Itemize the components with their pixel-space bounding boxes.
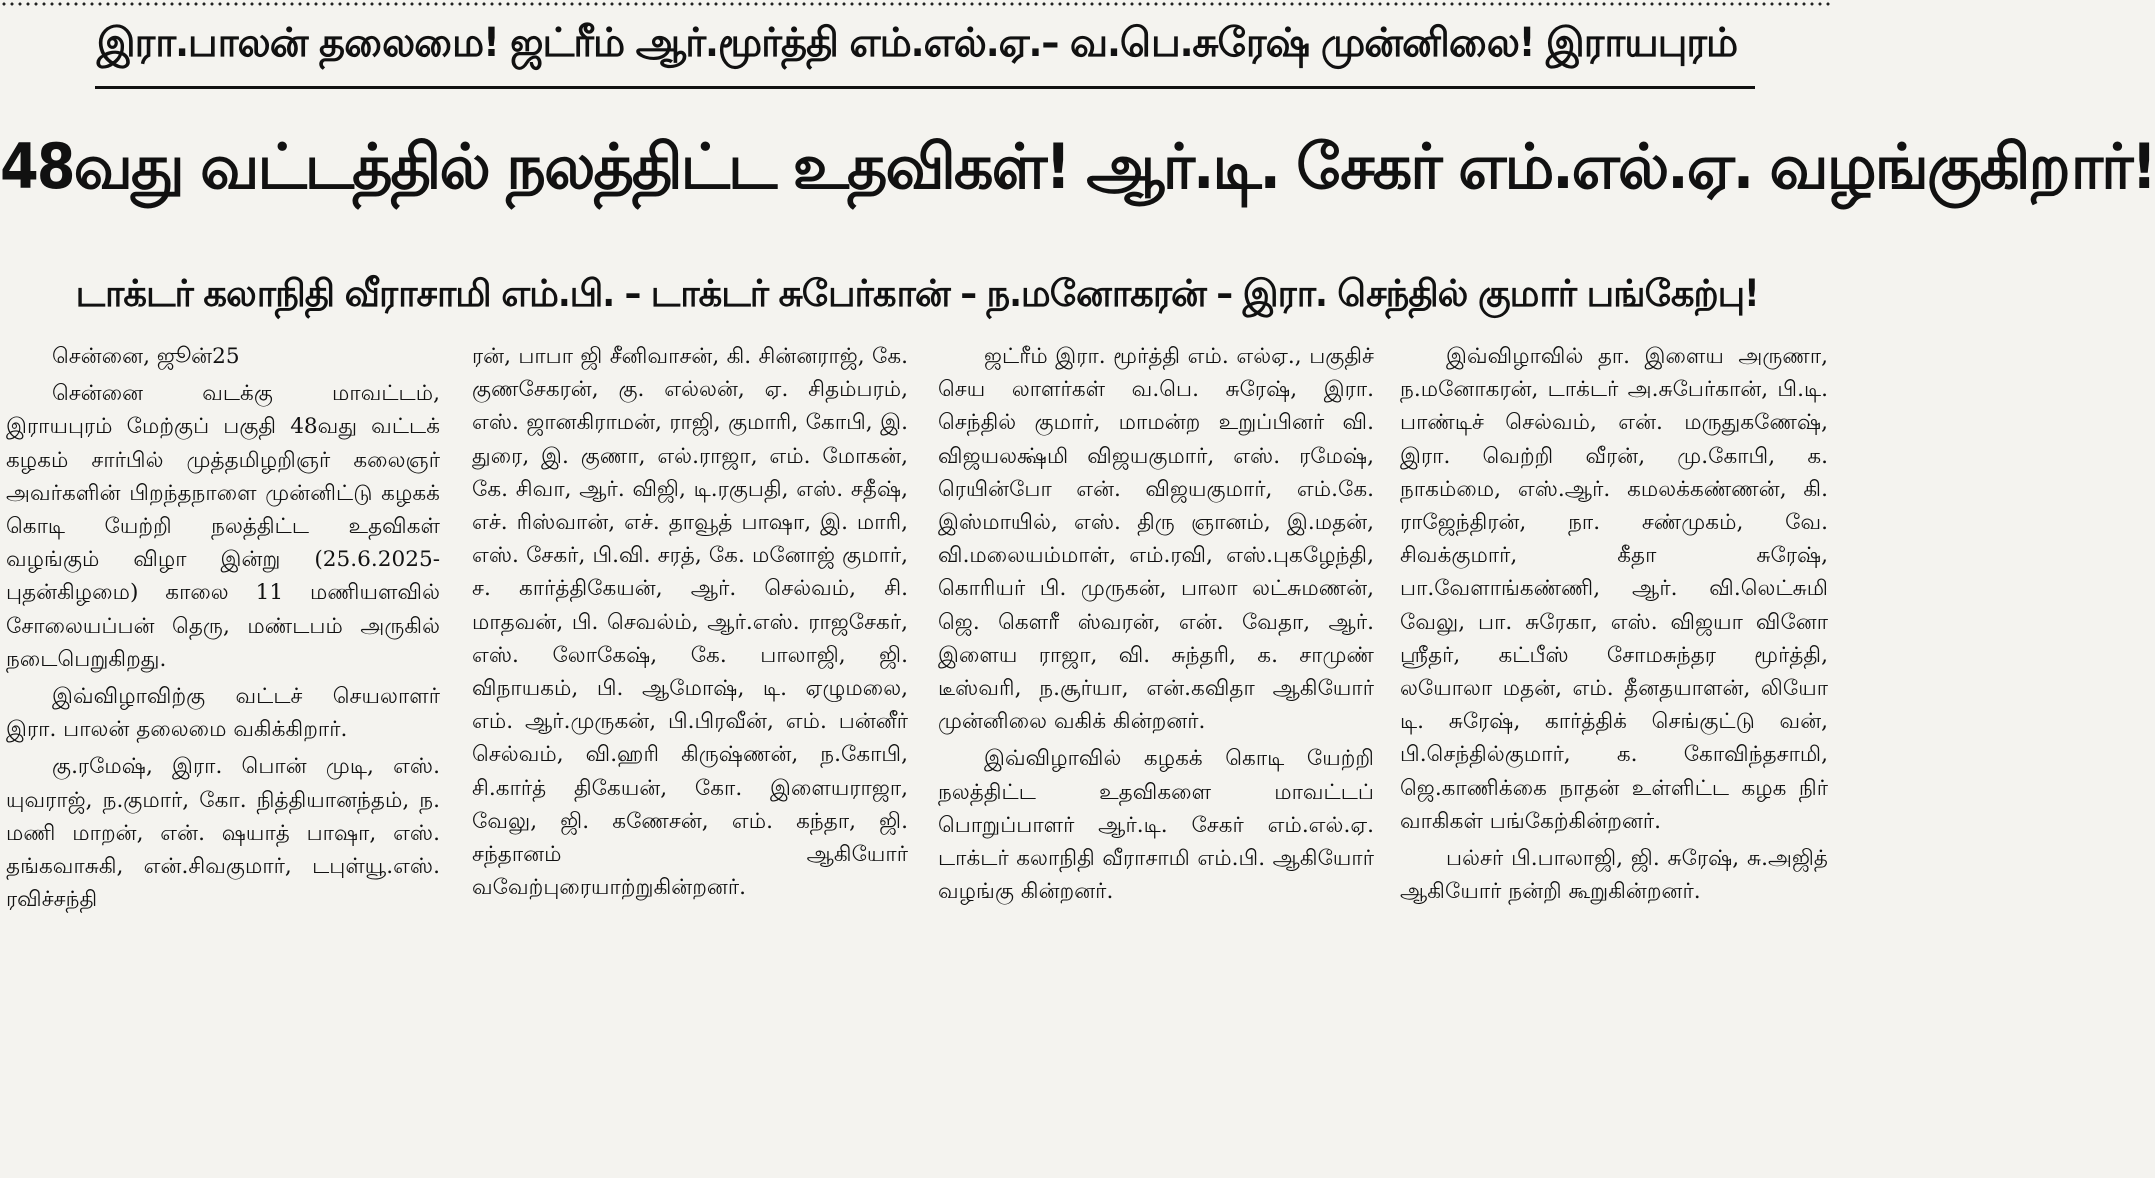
top-dotted-border [0,0,1834,8]
article-paragraph: இவ்விழாவிற்கு வட்டச் செயலாளர் இரா. பாலன் தலைமை வகிக்கிறார். [6,684,440,743]
headline: 48வது வட்டத்தில் நலத்திட்ட உதவிகள்! ஆர்.டி. சேகர் எம்.எல்.ஏ. வழங்குகிறார்! [0,130,2155,203]
dateline: சென்னை, ஜூன்25 [52,344,240,369]
article-paragraph: சென்னை வடக்கு மாவட்டம், இராயபுரம் மேற்குப் பகுதி 48வது வட்டக் கழகம் சார்பில் முத்தமிழறிஞர் கலைஞர் அவர்களின் பிறந்தநாளை முன்னிட்டு கழகக் கொடி யேற்றி நலத்திட்ட உதவிகள் வழங்கும் விழா இன்று (25.6.2025-புதன்கிழமை) காலை 11 மணியளவில் சோலையப்பன் தெரு, மண்டபம் அருகில் நடைபெறுகிறது. [6,381,440,672]
article-paragraph: ரன், பாபா ஜி சீனிவாசன், கி. சின்னராஜ், கே. குணசேகரன், கு. எல்லன், ஏ. சிதம்பரம், எஸ். ஜானகிராமன், ராஜி, குமாரி, கோபி, இ. துரை, இ. குணா, எல்.ராஜா, எம். மோகன், கே. சிவா, ஆர். விஜி, டி.ரகுபதி, எஸ். சதீஷ், எச். ரிஸ்வான், எச். தாவூத் பாஷா, இ. மாரி, எஸ். சேகர், பி.வி. சரத், கே. மனோஜ் குமார், ச. கார்த்திகேயன், ஆர். செல்வம், சி. மாதவன், பி. செவல்ம், ஆர்.எஸ். ராஜசேகர், எஸ். லோகேஷ், கே. பாலாஜி, ஜி. விநாயகம், பி. ஆமோஷ், டி. ஏழுமலை, எம். ஆர்.முருகன், பி.பிரவீன், எம். பன்னீர் செல்வம், வி.ஹரி கிருஷ்ணன், ந.கோபி, சி.கார்த் திகேயன், கோ. இளையராஜா, வேலு, ஜி. கணேசன், எம். கந்தா, ஜி. சந்தானம் ஆகியோர் வவேற்புரையாற்றுகின்றனர். [472,344,908,901]
article-paragraph: இவ்விழாவில் கழகக் கொடி யேற்றி நலத்திட்ட உதவிகளை மாவட்டப் பொறுப்பாளர் ஆர்.டி. சேகர் எம்.எல்.ஏ. டாக்டர் கலாநிதி வீராசாமி எம்.பி. ஆகியோர் வழங்கு கின்றனர். [938,746,1374,905]
article-paragraph: இவ்விழாவில் தா. இளைய அருணா, ந.மனோகரன், டாக்டர் அ.சுபேர்கான், பி.டி. பாண்டிச் செல்வம், என். மருதுகணேஷ், இரா. வெற்றி வீரன், மு.கோபி, க. நாகம்மை, எஸ்.ஆர். கமலக்கண்ணன், கி. ராஜேந்திரன், நா. சண்முகம், வே. சிவக்குமார், கீதா சுரேஷ், பா.வேளாங்கண்ணி, ஆர். வி.லெட்சுமி வேலு, பா. சுரேகா, எஸ். விஜயா வினோ ஸ்ரீதர், கட்பீஸ் சோமசுந்தர மூர்த்தி, லயோலா மதன், எம். தீனதயாளன், லியோ டி. சுரேஷ், கார்த்திக் செங்குட்டு வன், பி.செந்தில்குமார், க. கோவிந்தசாமி, ஜெ.காணிக்கை நாதன் உள்ளிட்ட கழக நிர் வாகிகள் பங்கேற்கின்றனர். [1400,344,1828,834]
kicker-line: இரா.பாலன் தலைமை! ஜட்ரீம் ஆர்.மூர்த்தி எம்.எல்.ஏ.– வ.பெ.சுரேஷ் முன்னிலை! இராயபுரம் [96,20,1738,66]
subheadline: டாக்டர் கலாநிதி வீராசாமி எம்.பி. – டாக்டர் சுபேர்கான் – ந.மனோகரன் – இரா. செந்தில் குமார் பங்கேற்பு! [75,272,1759,315]
article-paragraph: பல்சர் பி.பாலாஜி, ஜி. சுரேஷ், சு.அஜித் ஆகியோர் நன்றி கூறுகின்றனர். [1400,846,1828,905]
kicker-rule [95,86,1755,89]
article-paragraph: ஜட்ரீம் இரா. மூர்த்தி எம். எல்ஏ., பகுதிச் செய லாளர்கள் வ.பெ. சுரேஷ், இரா. செந்தில் குமார், மாமன்ற உறுப்பினர் வி. விஜயலக்ஷ்மி விஜயகுமார், எஸ். ரமேஷ், ரெயின்போ என். விஜயகுமார், எம்.கே. இஸ்மாயில், எஸ். திரு ஞானம், இ.மதன், வி.மலையம்மாள், எம்.ரவி, எஸ்.புகழேந்தி, கொரியர் பி. முருகன், பாலா லட்சுமணன், ஜெ. கௌரீ ஸ்வரன், என். வேதா, ஆர். இளைய ராஜா, வி. சுந்தரி, க. சாமுண் டீஸ்வரி, ந.சூர்யா, என்.கவிதா ஆகியோர் முன்னிலை வகிக் கின்றனர். [938,344,1374,735]
article-column-2 [472,340,908,1178]
article-column-3 [938,340,1374,1178]
article-column-1 [6,340,440,1178]
article-column-4 [1400,340,1828,1178]
article-paragraph: கு.ரமேஷ், இரா. பொன் முடி, எஸ். யுவராஜ், ந.குமார், கோ. நித்தியானந்தம், ந. மணி மாறன், என். ஷயாத் பாஷா, எஸ். தங்கவாசுகி, என்.சிவகுமார், டபுள்யூ.எஸ். ரவிச்சந்தி [6,754,440,913]
